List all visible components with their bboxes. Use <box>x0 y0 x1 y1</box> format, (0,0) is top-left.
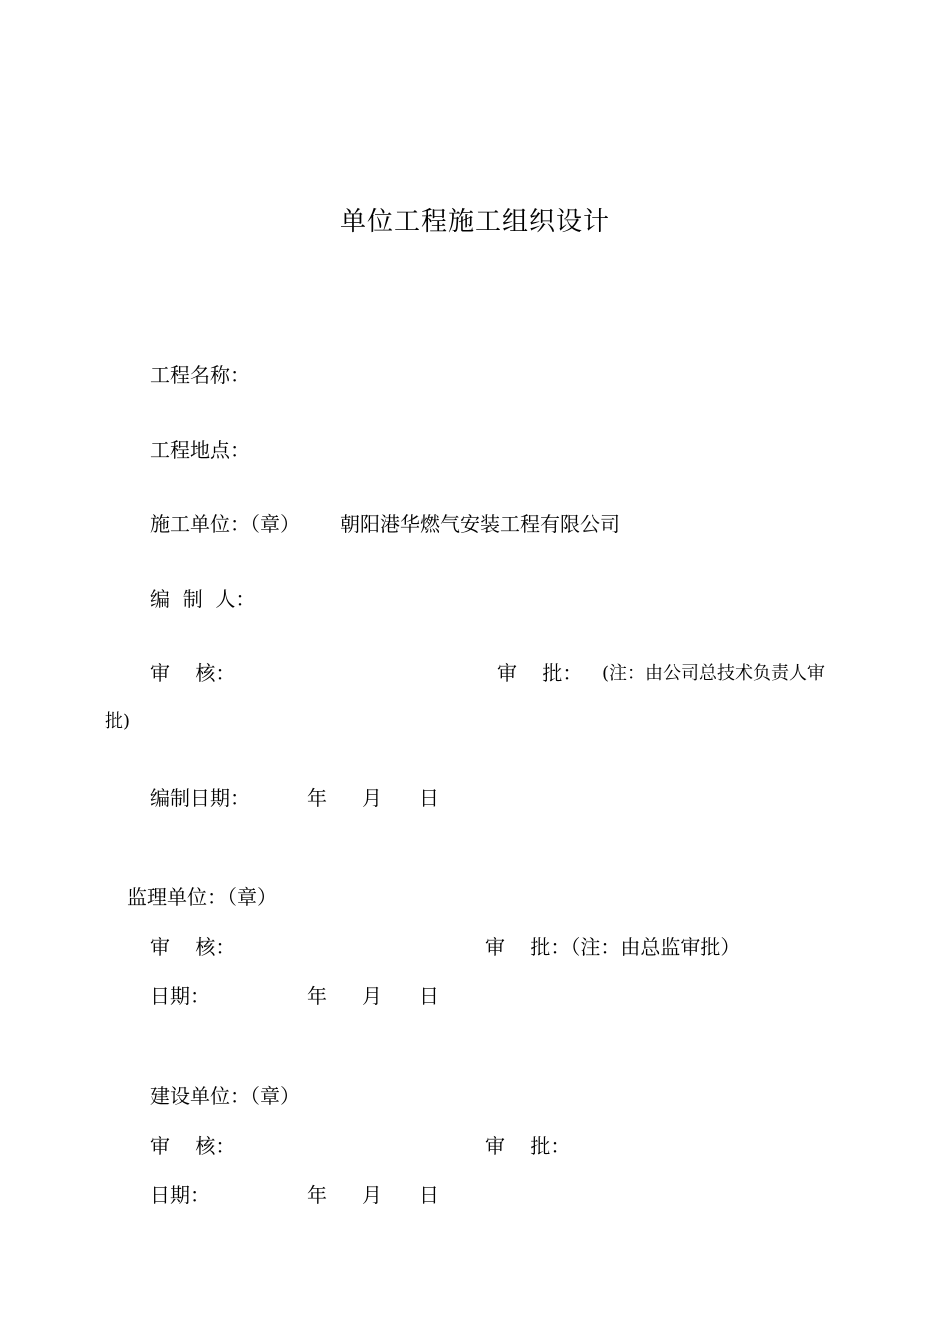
contractor-date-year: 年 <box>307 786 327 810</box>
supervision-date-label: 日期： <box>150 984 210 1008</box>
supervision-label: 监理单位：（章） <box>127 885 277 909</box>
owner-date-label: 日期： <box>150 1183 210 1207</box>
project-name-label: 工程名称： <box>150 363 250 387</box>
owner-approve-label: 审 批： <box>485 1134 571 1158</box>
supervision-date-year: 年 <box>307 984 327 1008</box>
contractor-approve-note-continued: 批) <box>105 711 131 732</box>
document-title: 单位工程施工组织设计 <box>339 207 610 237</box>
supervision-review-label: 审 核： <box>150 935 236 959</box>
supervision-date-month: 月 <box>362 984 382 1008</box>
owner-date-day: 日 <box>419 1183 439 1207</box>
contractor-company-name: 朝阳港华燃气安装工程有限公司 <box>340 512 620 536</box>
supervision-date-day: 日 <box>419 984 439 1008</box>
contractor-date-day: 日 <box>419 786 439 810</box>
supervision-approve-label: 审 批：（注：由总监审批） <box>485 935 741 959</box>
contractor-approve-note: (注：由公司总技术负责人审 <box>602 663 826 684</box>
owner-date-month: 月 <box>362 1183 382 1207</box>
contractor-date-month: 月 <box>362 786 382 810</box>
owner-label: 建设单位：（章） <box>150 1084 300 1108</box>
owner-date-year: 年 <box>307 1183 327 1207</box>
contractor-date-label: 编制日期： <box>150 786 250 810</box>
contractor-review-label: 审 核： <box>150 661 236 685</box>
contractor-label: 施工单位：（章） <box>150 512 300 536</box>
contractor-approve-label: 审 批： <box>497 661 583 685</box>
owner-review-label: 审 核： <box>150 1134 236 1158</box>
preparer-label: 编 制 人： <box>150 587 256 611</box>
project-location-label: 工程地点： <box>150 438 250 462</box>
